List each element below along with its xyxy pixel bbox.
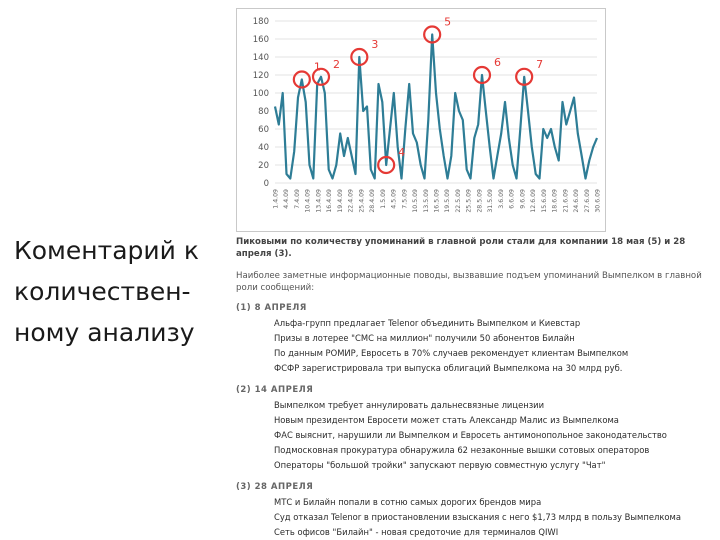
news-item: ФСФР зарегистрировала три выпуска облигаций Вымпелкома на 30 млрд руб. xyxy=(274,363,623,373)
section-14-april xyxy=(236,384,712,473)
news-item: Призы в лотерее "СМС на миллион" получили 50 абонентов Билайн xyxy=(274,333,575,343)
x-tick-label: 12.6.09 xyxy=(530,189,538,213)
analysis-text xyxy=(236,236,712,540)
x-tick-label: 30.6.09 xyxy=(594,189,602,213)
x-tick-label: 3.6.09 xyxy=(497,189,505,209)
x-tick-label: 15.6.09 xyxy=(540,189,548,213)
section-heading: (1) 8 АПРЕЛЯ xyxy=(236,303,307,313)
series-line xyxy=(275,35,597,179)
x-tick-label: 10.5.09 xyxy=(412,189,420,213)
peak-label: 7 xyxy=(536,57,544,71)
y-tick-label: 100 xyxy=(252,89,269,99)
x-tick-label: 25.5.09 xyxy=(465,189,473,213)
summary-paragraph: Пиковыми по количеству упоминаний в главной роли стали для компании 18 мая (5) и 28 апреля (3). xyxy=(236,237,686,259)
section-heading: (3) 28 АПРЕЛЯ xyxy=(236,482,314,492)
intro-paragraph: Наиболее заметные информационные поводы, вызвавшие подъем упоминаний Вымпелком в главной роли сообщений: xyxy=(236,271,702,293)
news-item: ФАС выяснит, нарушили ли Вымпелком и Евросеть антимонопольное законодательство xyxy=(274,430,667,440)
x-tick-label: 10.4.09 xyxy=(304,189,312,213)
x-tick-label: 19.4.09 xyxy=(336,189,344,213)
section-8-april xyxy=(236,302,712,376)
peak-label: 3 xyxy=(371,38,379,51)
section-heading: (2) 14 АПРЕЛЯ xyxy=(236,385,314,395)
slide-title xyxy=(14,230,224,353)
y-tick-label: 180 xyxy=(252,17,269,27)
x-tick-label: 6.6.09 xyxy=(508,189,516,209)
news-item: Суд отказал Telenor в приостановлении взыскания с него $1,73 млрд в пользу Вымпелкома xyxy=(274,512,681,522)
news-item: Новым президентом Евросети может стать Александр Малис из Вымпелкома xyxy=(274,415,619,425)
news-item: Подмосковная прокуратура обнаружила 62 незаконные вышки сотовых операторов xyxy=(274,445,650,455)
news-item: Вымпелком требует аннулировать дальнесвязные лицензии xyxy=(274,400,545,410)
x-tick-label: 31.5.09 xyxy=(487,189,495,213)
peak-label: 2 xyxy=(333,57,340,71)
x-tick-label: 16.5.09 xyxy=(433,189,441,213)
y-tick-label: 60 xyxy=(258,125,269,135)
x-tick-label: 7.5.09 xyxy=(401,189,409,209)
peak-label: 5 xyxy=(444,15,452,29)
x-tick-label: 9.6.09 xyxy=(519,189,527,209)
y-tick-label: 160 xyxy=(252,35,269,45)
x-tick-label: 1.5.09 xyxy=(379,189,387,209)
mentions-chart-svg xyxy=(237,9,605,231)
x-tick-label: 1.4.09 xyxy=(272,189,280,209)
y-tick-label: 140 xyxy=(252,53,269,63)
x-tick-label: 25.4.09 xyxy=(358,189,366,213)
title-line: ному анализу xyxy=(14,318,195,347)
x-tick-label: 13.4.09 xyxy=(315,189,323,213)
x-tick-label: 28.4.09 xyxy=(369,189,377,213)
x-tick-label: 4.4.09 xyxy=(283,189,291,209)
x-tick-label: 24.6.09 xyxy=(573,189,581,213)
news-item: По данным РОМИР, Евросеть в 70% случаев рекомендует клиентам Вымпелком xyxy=(274,348,629,358)
mentions-chart xyxy=(236,8,606,232)
title-line: Коментарий к xyxy=(14,236,199,265)
peak-label: 1 xyxy=(313,60,321,74)
peak-label: 6 xyxy=(494,56,501,69)
y-tick-label: 40 xyxy=(258,143,269,153)
news-item: Сеть офисов "Билайн" - новая средоточие для терминалов QIWI xyxy=(274,527,559,537)
peak-label: 4 xyxy=(398,146,406,159)
x-tick-label: 7.4.09 xyxy=(293,189,301,209)
x-tick-label: 22.5.09 xyxy=(454,189,462,213)
x-tick-label: 13.5.09 xyxy=(422,189,430,213)
y-tick-label: 80 xyxy=(258,107,269,117)
title-line: количествен- xyxy=(14,277,191,306)
x-tick-label: 16.4.09 xyxy=(326,189,334,213)
x-tick-label: 19.5.09 xyxy=(444,189,452,213)
x-tick-label: 4.5.09 xyxy=(390,189,398,209)
x-tick-label: 28.5.09 xyxy=(476,189,484,213)
x-tick-label: 21.6.09 xyxy=(562,189,570,213)
x-tick-label: 27.6.09 xyxy=(583,189,591,213)
x-tick-label: 18.6.09 xyxy=(551,189,559,213)
y-tick-label: 0 xyxy=(263,179,269,189)
news-item: Альфа-групп предлагает Telenor объединить Вымпелком и Киевстар xyxy=(274,318,581,328)
y-tick-label: 20 xyxy=(258,161,269,171)
y-tick-label: 120 xyxy=(252,71,269,81)
section-28-april xyxy=(236,481,712,540)
x-tick-label: 22.4.09 xyxy=(347,189,355,213)
news-item: МТС и Билайн попали в сотню самых дорогих брендов мира xyxy=(274,497,542,507)
news-item: Операторы "большой тройки" запускают первую совместную услугу "Чат" xyxy=(274,460,606,470)
